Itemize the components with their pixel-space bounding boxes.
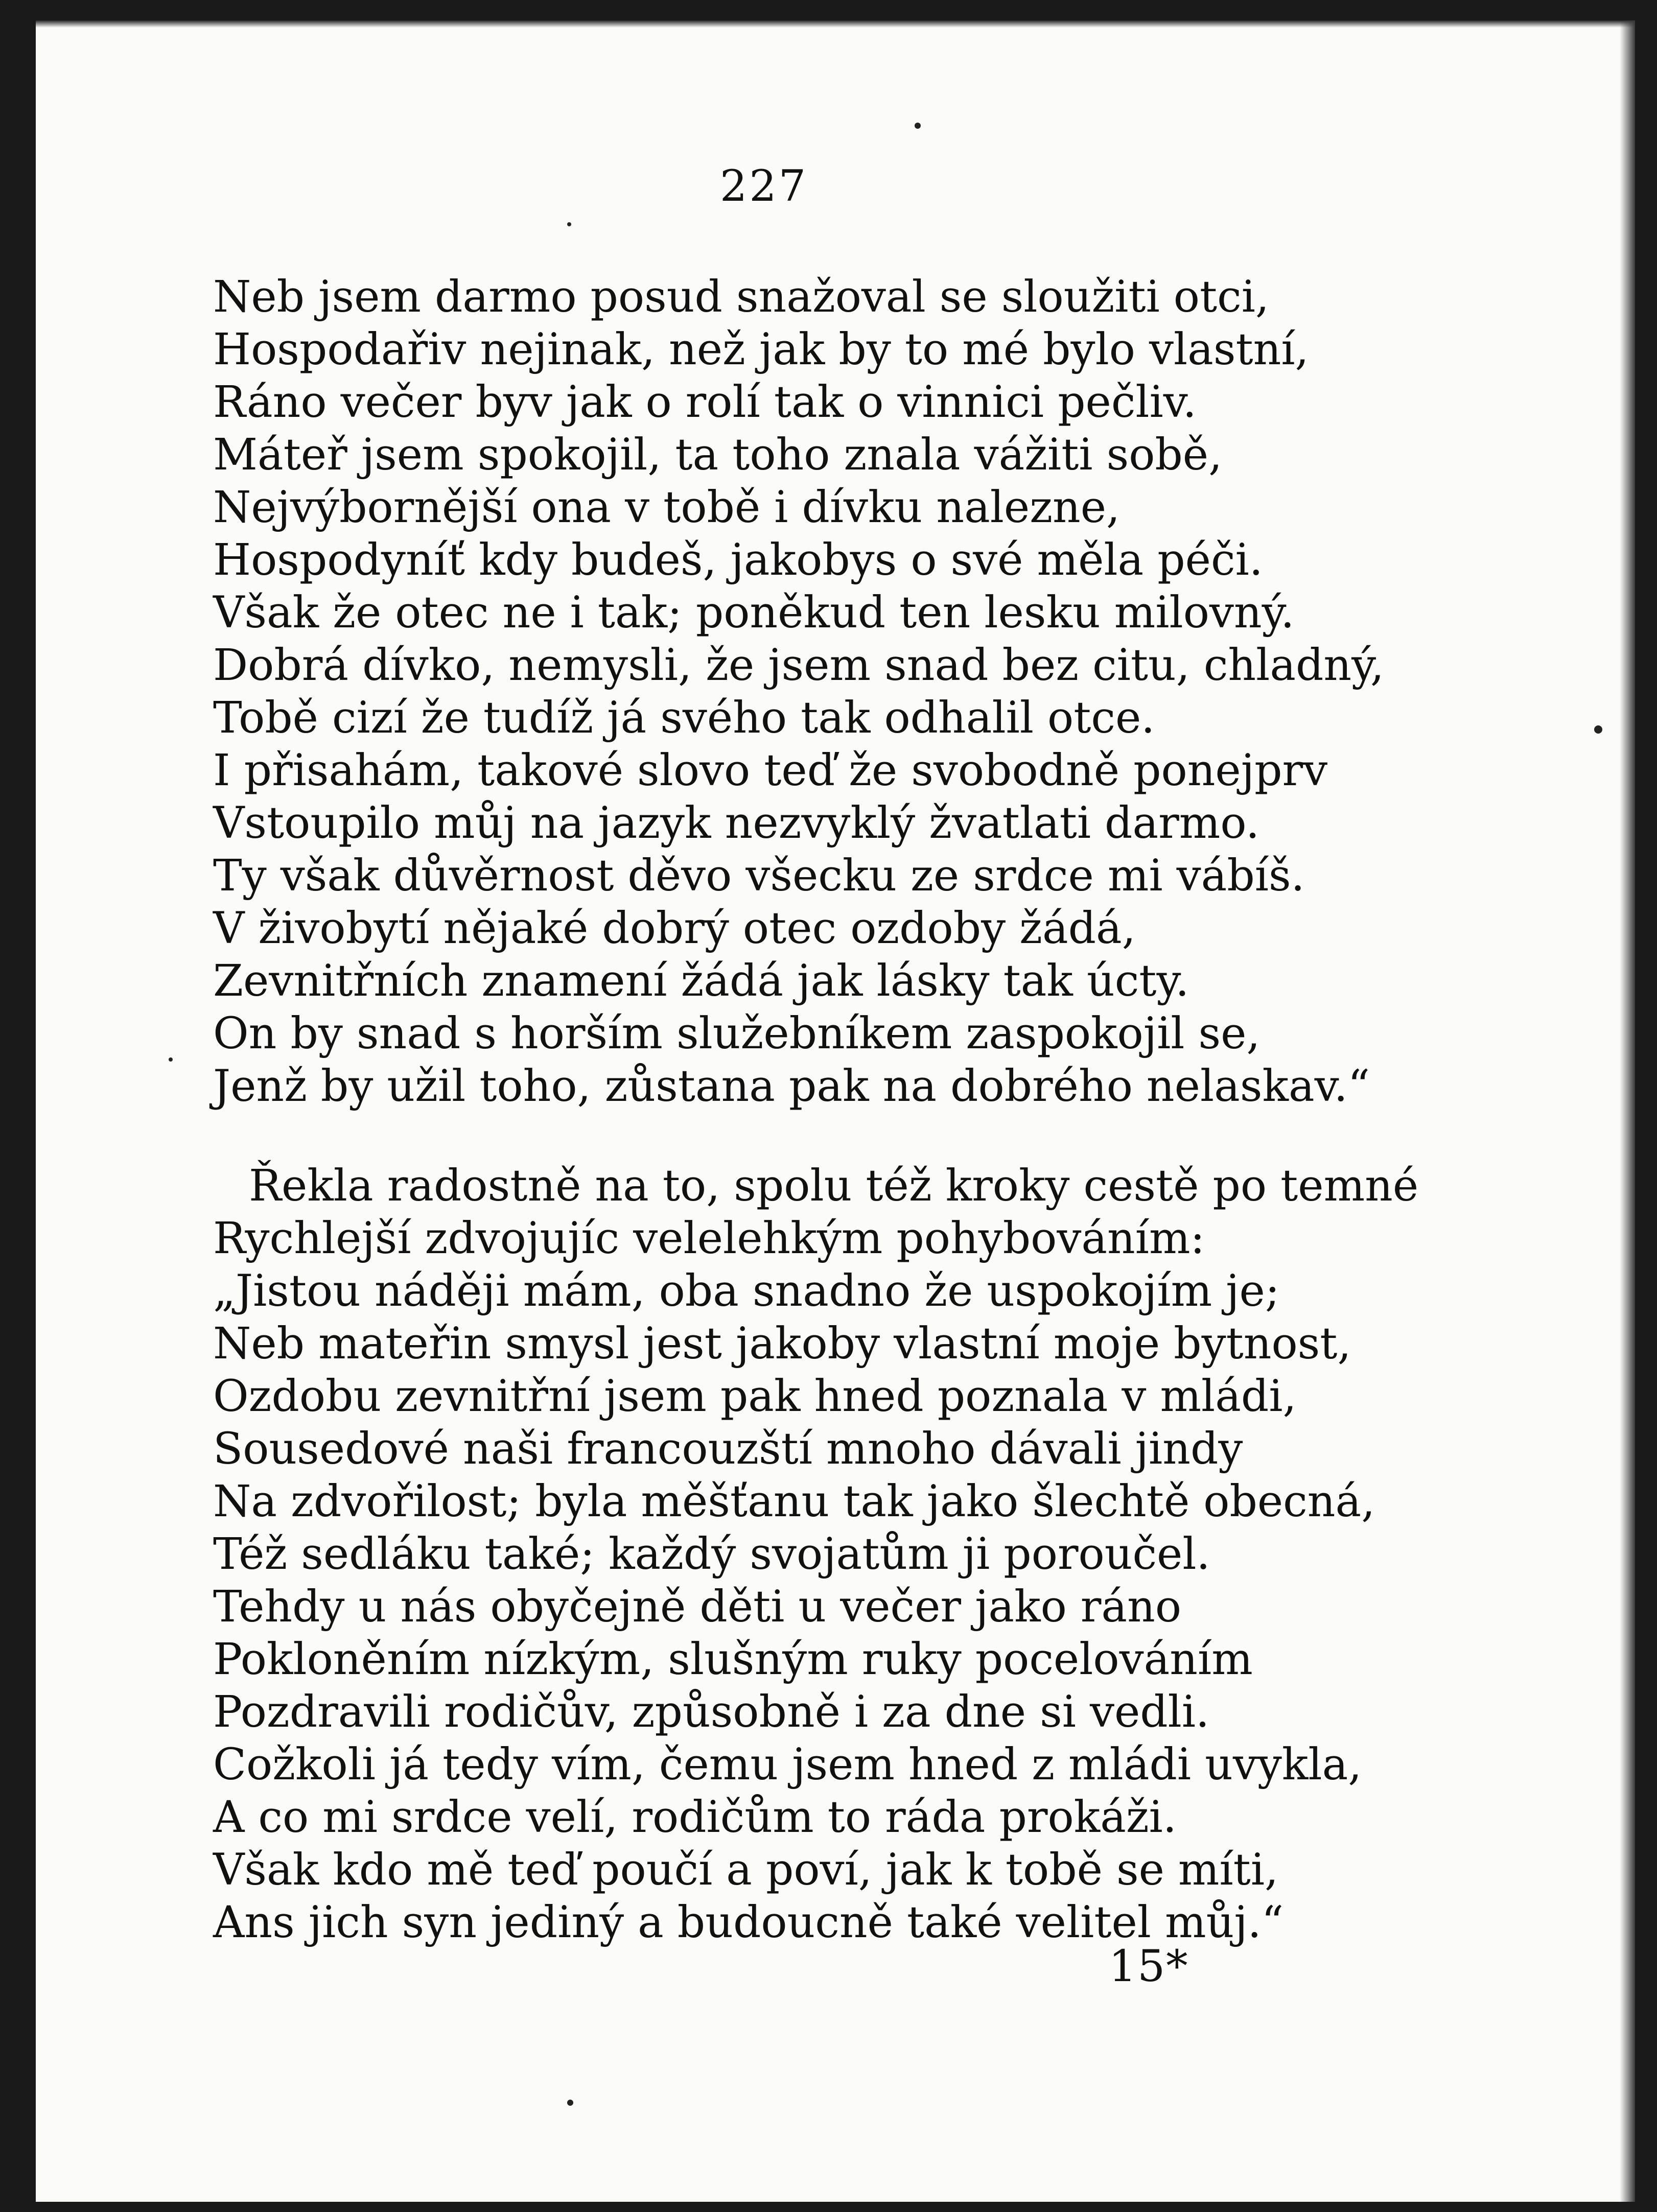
page-edge-shadow-top (36, 20, 1635, 28)
verse-line: Řekla radostně na to, spolu též kroky cestě po temné (249, 1161, 1419, 1211)
verse-line: Pokloněním nízkým, slušným ruky pocelováním (213, 1634, 1253, 1685)
verse-line: Cožkoli já tedy vím, čemu jsem hned z mládi uvykla, (213, 1739, 1362, 1790)
verse-line: Ozdobu zevnitřní jsem pak hned poznala v mládi, (213, 1371, 1297, 1422)
verse-line: Dobrá dívko, nemysli, že jsem snad bez citu, chladný, (213, 640, 1384, 691)
verse-line: Zevnitřních znamení žádá jak lásky tak úcty. (213, 956, 1189, 1006)
verse-line: Na zdvořilost; byla měšťanu tak jako šlechtě obecná, (213, 1476, 1375, 1527)
verse-line: Neb mateřin smysl jest jakoby vlastní moje bytnost, (213, 1319, 1351, 1369)
verse-line: Nejvýbornější ona v tobě i dívku nalezne, (213, 482, 1121, 533)
verse-line: Však že otec ne i tak; poněkud ten lesku milovný. (213, 587, 1295, 638)
print-speck (567, 2100, 573, 2106)
page-number: 227 (719, 161, 808, 211)
verse-line: Ty však důvěrnost děvo všecku ze srdce mi vábíš. (213, 851, 1305, 901)
verse-line: Však kdo mě teď poučí a poví, jak k tobě se míti, (213, 1845, 1279, 1895)
verse-line: Hospodařiv nejinak, než jak by to mé bylo vlastní, (213, 324, 1309, 375)
verse-line: Tehdy u nás obyčejně děti u večer jako ráno (213, 1582, 1182, 1632)
print-speck (915, 123, 921, 129)
signature-mark: 15* (1109, 1941, 1189, 1992)
stanza-2 (213, 1160, 1418, 1949)
verse-line: Neb jsem darmo posud snažoval se sloužiti otci, (213, 272, 1269, 322)
verse-line: Vstoupilo můj na jazyk nezvyklý žvatlati darmo. (213, 798, 1260, 849)
book-page (36, 20, 1635, 2202)
verse-line: Máteř jsem spokojil, ta toho znala vážiti sobě, (213, 430, 1223, 480)
verse-line: Rychlejší zdvojujíc velelehkým pohybováním: (213, 1213, 1205, 1264)
verse-line: Hospodyníť kdy budeš, jakobys o své měla péči. (213, 535, 1263, 585)
verse-line: Pozdravili rodičův, způsobně i za dne si vedli. (213, 1687, 1210, 1737)
page-edge-shadow-right (1620, 20, 1635, 2202)
verse-line: „Jistou náději mám, oba snadno že uspokojím je; (213, 1266, 1280, 1316)
verse-line: V živobytí nějaké dobrý otec ozdoby žádá, (213, 903, 1136, 954)
verse-line: On by snad s horším služebníkem zaspokojil se, (213, 1008, 1261, 1059)
verse-line: Ráno večer byv jak o rolí tak o vinnici pečliv. (213, 377, 1197, 428)
verse-line: Ans jich syn jediný a budoucně také velitel můj.“ (213, 1897, 1284, 1948)
verse-line: Též sedláku také; každý svojatům ji poroučel. (213, 1529, 1210, 1580)
print-speck (1594, 725, 1602, 734)
stanza-1 (213, 271, 1384, 1113)
verse-line: Tobě cizí že tudíž já svého tak odhalil otce. (213, 693, 1155, 743)
verse-line: A co mi srdce velí, rodičům to ráda prokáži. (213, 1792, 1177, 1843)
verse-line: Sousedové naši francouzští mnoho dávali jindy (213, 1424, 1243, 1474)
print-speck (169, 1057, 173, 1062)
verse-line: Jenž by užil toho, zůstana pak na dobrého nelaskav.“ (213, 1061, 1370, 1112)
print-speck (567, 222, 571, 226)
verse-line: I přisahám, takové slovo teď že svobodně ponejprv (213, 745, 1328, 796)
